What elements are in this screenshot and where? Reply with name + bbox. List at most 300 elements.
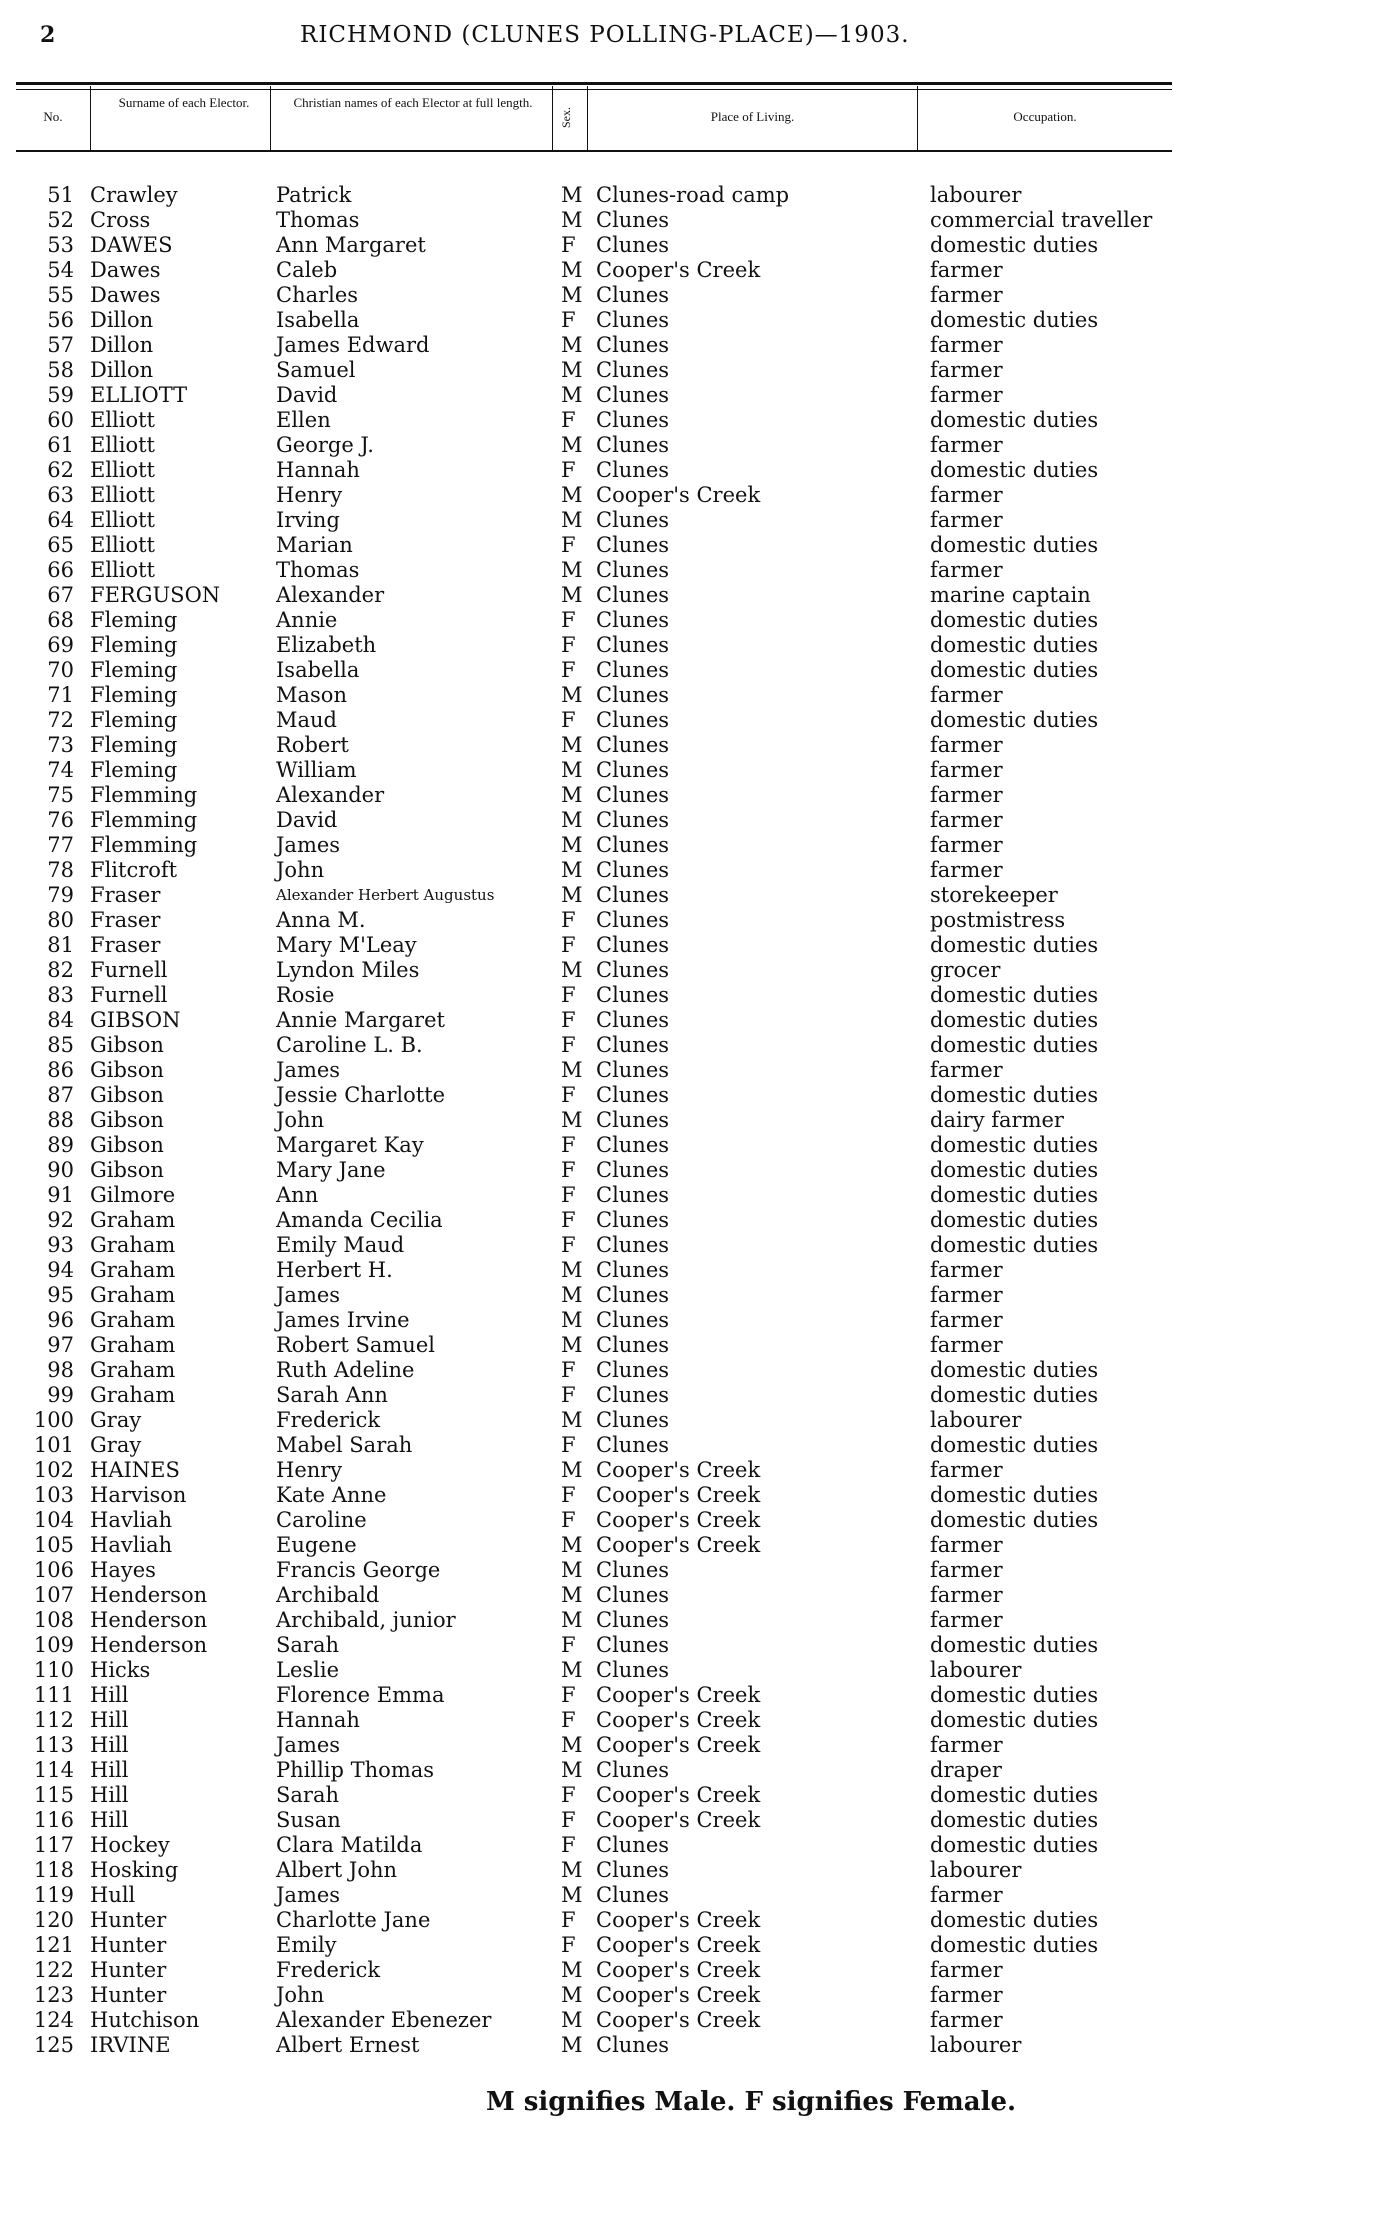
elector-christian-names: Mary M'Leay [276,933,417,957]
elector-place-of-living: Clunes [596,1658,670,1682]
elector-christian-names: Herbert H. [276,1258,393,1282]
elector-place-of-living: Clunes [596,2033,670,2057]
elector-surname: Gray [90,1433,142,1457]
elector-surname: Graham [90,1383,176,1407]
elector-sex: M [561,508,583,532]
elector-christian-names: Ann Margaret [276,233,426,257]
elector-christian-names: Elizabeth [276,633,377,657]
elector-surname: Hunter [90,1983,167,2007]
table-row [0,1683,1382,1708]
elector-number: 103 [33,1483,74,1507]
elector-number: 90 [47,1158,74,1182]
table-row [0,758,1382,783]
column-header-occupation: Occupation. [1013,109,1077,124]
table-row [0,1158,1382,1183]
elector-number: 84 [47,1008,74,1032]
elector-occupation: domestic duties [930,1633,1099,1657]
elector-sex: M [561,758,583,782]
elector-sex: F [561,1508,576,1532]
elector-number: 125 [33,2033,74,2057]
elector-christian-names: Alexander Ebenezer [276,2008,492,2032]
elector-christian-names: Clara Matilda [276,1833,423,1857]
elector-number: 60 [47,408,74,432]
elector-surname: Hunter [90,1933,167,1957]
elector-place-of-living: Clunes [596,758,670,782]
elector-christian-names: John [276,1108,325,1132]
elector-christian-names: Hannah [276,458,360,482]
column-header-surname: Surname of each Elector. [118,95,250,110]
elector-surname: Graham [90,1283,176,1307]
elector-sex: M [561,808,583,832]
elector-place-of-living: Clunes [596,683,670,707]
elector-surname: Hicks [90,1658,151,1682]
table-row [0,1708,1382,1733]
elector-surname: DAWES [90,233,173,257]
elector-number: 110 [33,1658,74,1682]
elector-sex: M [561,1458,583,1482]
elector-surname: Elliott [90,508,155,532]
elector-occupation: farmer [930,508,1003,532]
elector-number: 64 [47,508,74,532]
elector-place-of-living: Clunes [596,733,670,757]
elector-place-of-living: Clunes [596,383,670,407]
elector-sex: M [561,1858,583,1882]
elector-occupation: domestic duties [930,308,1099,332]
elector-place-of-living: Cooper's Creek [596,1958,761,1982]
elector-occupation: farmer [930,283,1003,307]
elector-number: 87 [47,1083,74,1107]
elector-occupation: farmer [930,2008,1003,2032]
elector-sex: F [561,1783,576,1807]
elector-surname: Elliott [90,408,155,432]
table-row [0,683,1382,708]
elector-christian-names: Rosie [276,983,335,1007]
elector-number: 98 [47,1358,74,1382]
elector-number: 88 [47,1108,74,1132]
elector-occupation: farmer [930,1058,1003,1082]
elector-surname: Dawes [90,258,161,282]
elector-surname: Gray [90,1408,142,1432]
elector-surname: HAINES [90,1458,180,1482]
elector-occupation: labourer [930,1658,1022,1682]
elector-surname: Gibson [90,1058,164,1082]
elector-place-of-living: Clunes [596,533,670,557]
table-row [0,1458,1382,1483]
elector-occupation: farmer [930,483,1003,507]
elector-occupation: domestic duties [930,983,1099,1007]
table-row [0,233,1382,258]
elector-number: 80 [47,908,74,932]
elector-christian-names: James Irvine [276,1308,410,1332]
elector-place-of-living: Clunes [596,1883,670,1907]
elector-sex: M [561,2033,583,2057]
table-row [0,583,1382,608]
elector-sex: M [561,1883,583,1907]
elector-sex: M [561,558,583,582]
elector-christian-names: Hannah [276,1708,360,1732]
elector-sex: M [561,1583,583,1607]
elector-christian-names: Albert Ernest [276,2033,420,2057]
elector-number: 117 [33,1833,74,1857]
elector-surname: Furnell [90,983,168,1007]
elector-occupation: farmer [930,358,1003,382]
elector-sex: M [561,958,583,982]
elector-sex: M [561,833,583,857]
table-row [0,1758,1382,1783]
elector-occupation: commercial traveller [930,208,1153,232]
elector-number: 97 [47,1333,74,1357]
elector-place-of-living: Cooper's Creek [596,1458,761,1482]
elector-christian-names: Thomas [276,208,360,232]
elector-surname: GIBSON [90,1008,181,1032]
elector-number: 61 [47,433,74,457]
elector-christian-names: James [276,1733,341,1757]
elector-occupation: domestic duties [930,658,1099,682]
elector-sex: F [561,608,576,632]
page-header [0,22,1382,62]
elector-place-of-living: Clunes [596,1108,670,1132]
elector-surname: Gibson [90,1033,164,1057]
elector-place-of-living: Clunes [596,1333,670,1357]
elector-christian-names: Archibald [276,1583,380,1607]
table-row [0,1833,1382,1858]
elector-number: 62 [47,458,74,482]
column-divider [587,86,588,150]
elector-christian-names: David [276,808,338,832]
elector-place-of-living: Clunes [596,333,670,357]
elector-occupation: farmer [930,258,1003,282]
elector-number: 56 [47,308,74,332]
table-row [0,633,1382,658]
table-row [0,783,1382,808]
elector-place-of-living: Clunes [596,1833,670,1857]
elector-place-of-living: Cooper's Creek [596,2008,761,2032]
elector-occupation: farmer [930,758,1003,782]
table-row [0,708,1382,733]
elector-occupation: farmer [930,1733,1003,1757]
elector-christian-names: James [276,833,341,857]
elector-place-of-living: Clunes [596,1008,670,1032]
elector-christian-names: Margaret Kay [276,1133,424,1157]
elector-sex: M [561,1733,583,1757]
elector-sex: M [561,1558,583,1582]
elector-christian-names: Emily [276,1933,337,1957]
elector-occupation: domestic duties [930,1508,1099,1532]
elector-sex: M [561,183,583,207]
column-header-christian-names: Christian names of each Elector at full length. [293,95,533,110]
elector-number: 76 [47,808,74,832]
elector-place-of-living: Clunes [596,1183,670,1207]
elector-number: 100 [33,1408,74,1432]
elector-sex: F [561,1708,576,1732]
elector-place-of-living: Clunes [596,583,670,607]
elector-surname: Fleming [90,708,178,732]
elector-place-of-living: Cooper's Creek [596,1908,761,1932]
elector-number: 70 [47,658,74,682]
elector-occupation: draper [930,1758,1002,1782]
elector-sex: F [561,633,576,657]
page-number: 2 [40,22,56,48]
elector-sex: F [561,1083,576,1107]
elector-number: 53 [47,233,74,257]
elector-surname: Fleming [90,758,178,782]
elector-christian-names: Ellen [276,408,331,432]
elector-occupation: farmer [930,1608,1003,1632]
elector-surname: Graham [90,1233,176,1257]
elector-occupation: domestic duties [930,1683,1099,1707]
elector-number: 73 [47,733,74,757]
elector-occupation: farmer [930,1883,1003,1907]
elector-occupation: dairy farmer [930,1108,1064,1132]
elector-christian-names: Albert John [276,1858,398,1882]
elector-sex: M [561,583,583,607]
elector-occupation: farmer [930,1958,1003,1982]
elector-surname: Flemming [90,783,198,807]
table-row [0,1983,1382,2008]
elector-place-of-living: Clunes [596,883,670,907]
elector-number: 89 [47,1133,74,1157]
electoral-roll [0,183,1382,2058]
elector-number: 77 [47,833,74,857]
elector-place-of-living: Cooper's Creek [596,1808,761,1832]
table-row [0,1933,1382,1958]
elector-sex: F [561,1633,576,1657]
elector-occupation: domestic duties [930,1933,1099,1957]
elector-sex: F [561,933,576,957]
elector-sex: M [561,1308,583,1332]
column-divider [552,86,553,150]
elector-surname: Elliott [90,483,155,507]
elector-surname: IRVINE [90,2033,171,2057]
elector-number: 121 [33,1933,74,1957]
elector-sex: F [561,1433,576,1457]
elector-number: 59 [47,383,74,407]
elector-place-of-living: Clunes [596,1608,670,1632]
elector-place-of-living: Clunes [596,808,670,832]
column-header-no: No. [43,109,63,124]
elector-christian-names: Sarah [276,1783,339,1807]
elector-place-of-living: Clunes [596,1033,670,1057]
elector-surname: Fleming [90,608,178,632]
elector-place-of-living: Clunes [596,983,670,1007]
elector-christian-names: Mason [276,683,347,707]
elector-number: 83 [47,983,74,1007]
column-divider [90,86,91,150]
table-row [0,1108,1382,1133]
elector-place-of-living: Clunes [596,458,670,482]
table-row [0,1033,1382,1058]
elector-place-of-living: Cooper's Creek [596,1708,761,1732]
elector-number: 96 [47,1308,74,1332]
elector-surname: Graham [90,1258,176,1282]
elector-christian-names: James [276,1883,341,1907]
elector-christian-names: Florence Emma [276,1683,445,1707]
elector-surname: Flitcroft [90,858,178,882]
elector-number: 57 [47,333,74,357]
table-row [0,658,1382,683]
elector-surname: Fraser [90,883,161,907]
elector-surname: Graham [90,1208,176,1232]
elector-occupation: domestic duties [930,533,1099,557]
table-row [0,1008,1382,1033]
elector-christian-names: Leslie [276,1658,340,1682]
elector-occupation: farmer [930,1283,1003,1307]
elector-place-of-living: Clunes [596,408,670,432]
elector-sex: F [561,1833,576,1857]
table-row [0,483,1382,508]
elector-occupation: domestic duties [930,1708,1099,1732]
elector-number: 82 [47,958,74,982]
elector-number: 69 [47,633,74,657]
elector-place-of-living: Clunes [596,558,670,582]
table-row [0,558,1382,583]
elector-place-of-living: Clunes [596,708,670,732]
table-row [0,258,1382,283]
elector-surname: ELLIOTT [90,383,188,407]
table-row [0,333,1382,358]
elector-sex: F [561,533,576,557]
elector-occupation: domestic duties [930,608,1099,632]
elector-surname: Graham [90,1358,176,1382]
elector-sex: M [561,208,583,232]
elector-surname: Dawes [90,283,161,307]
elector-sex: M [561,1258,583,1282]
elector-sex: F [561,1033,576,1057]
elector-sex: M [561,358,583,382]
elector-occupation: domestic duties [930,1083,1099,1107]
elector-sex: F [561,233,576,257]
elector-occupation: domestic duties [930,458,1099,482]
table-row [0,1633,1382,1658]
elector-sex: M [561,858,583,882]
elector-christian-names: Charles [276,283,359,307]
elector-surname: Havliah [90,1508,173,1532]
column-divider [917,86,918,150]
elector-surname: Gibson [90,1158,164,1182]
elector-place-of-living: Clunes [596,1258,670,1282]
elector-occupation: farmer [930,433,1003,457]
elector-christian-names: Archibald, junior [276,1608,456,1632]
elector-christian-names: William [276,758,357,782]
elector-sex: F [561,1683,576,1707]
elector-surname: Elliott [90,533,155,557]
elector-occupation: farmer [930,733,1003,757]
elector-occupation: domestic duties [930,408,1099,432]
elector-occupation: farmer [930,1533,1003,1557]
elector-christian-names: Caroline [276,1508,367,1532]
elector-occupation: farmer [930,1558,1003,1582]
elector-christian-names: Caroline L. B. [276,1033,423,1057]
elector-surname: Hill [90,1733,129,1757]
elector-surname: Gibson [90,1083,164,1107]
table-row [0,1883,1382,1908]
elector-christian-names: Mabel Sarah [276,1433,413,1457]
elector-place-of-living: Cooper's Creek [596,1783,761,1807]
elector-number: 74 [47,758,74,782]
elector-sex: F [561,1358,576,1382]
elector-christian-names: Sarah [276,1633,339,1657]
elector-number: 71 [47,683,74,707]
header-rule-top [16,82,1172,85]
table-row [0,1958,1382,1983]
elector-occupation: domestic duties [930,1133,1099,1157]
elector-occupation: farmer [930,1258,1003,1282]
table-row [0,1733,1382,1758]
elector-number: 93 [47,1233,74,1257]
elector-place-of-living: Clunes [596,1233,670,1257]
elector-number: 112 [33,1708,74,1732]
elector-occupation: farmer [930,783,1003,807]
elector-surname: Havliah [90,1533,173,1557]
elector-surname: Hill [90,1808,129,1832]
elector-place-of-living: Clunes [596,1433,670,1457]
elector-surname: Hill [90,1758,129,1782]
elector-christian-names: Amanda Cecilia [276,1208,443,1232]
elector-surname: Hockey [90,1833,170,1857]
column-divider [270,86,271,150]
table-row [0,2008,1382,2033]
elector-number: 91 [47,1183,74,1207]
elector-place-of-living: Cooper's Creek [596,258,761,282]
table-row [0,858,1382,883]
elector-occupation: storekeeper [930,883,1058,907]
elector-christian-names: Jessie Charlotte [276,1083,446,1107]
elector-christian-names: Henry [276,1458,343,1482]
elector-place-of-living: Clunes [596,958,670,982]
elector-surname: Fraser [90,933,161,957]
elector-number: 78 [47,858,74,882]
elector-surname: Graham [90,1308,176,1332]
elector-sex: M [561,883,583,907]
elector-number: 99 [47,1383,74,1407]
table-row [0,1533,1382,1558]
table-row [0,933,1382,958]
elector-place-of-living: Clunes [596,358,670,382]
elector-surname: Henderson [90,1633,208,1657]
table-row [0,833,1382,858]
elector-place-of-living: Clunes [596,858,670,882]
legend-note: M signifies Male. F signifies Female. [485,2087,1017,2117]
elector-sex: F [561,1483,576,1507]
elector-number: 92 [47,1208,74,1232]
elector-surname: Hunter [90,1908,167,1932]
elector-place-of-living: Clunes [596,1758,670,1782]
elector-sex: F [561,408,576,432]
elector-number: 113 [33,1733,74,1757]
elector-surname: Hunter [90,1958,167,1982]
table-row [0,1358,1382,1383]
elector-sex: M [561,1658,583,1682]
table-row [0,1608,1382,1633]
elector-sex: M [561,1758,583,1782]
table-row [0,358,1382,383]
table-row [0,1258,1382,1283]
elector-sex: M [561,1408,583,1432]
table-row [0,1808,1382,1833]
elector-christian-names: David [276,383,338,407]
elector-surname: Furnell [90,958,168,982]
elector-sex: M [561,783,583,807]
elector-surname: Dillon [90,333,154,357]
elector-sex: M [561,483,583,507]
elector-number: 58 [47,358,74,382]
elector-sex: M [561,1108,583,1132]
elector-sex: F [561,308,576,332]
elector-number: 114 [33,1758,74,1782]
elector-christian-names: Alexander [276,583,385,607]
elector-sex: F [561,458,576,482]
elector-sex: M [561,1333,583,1357]
